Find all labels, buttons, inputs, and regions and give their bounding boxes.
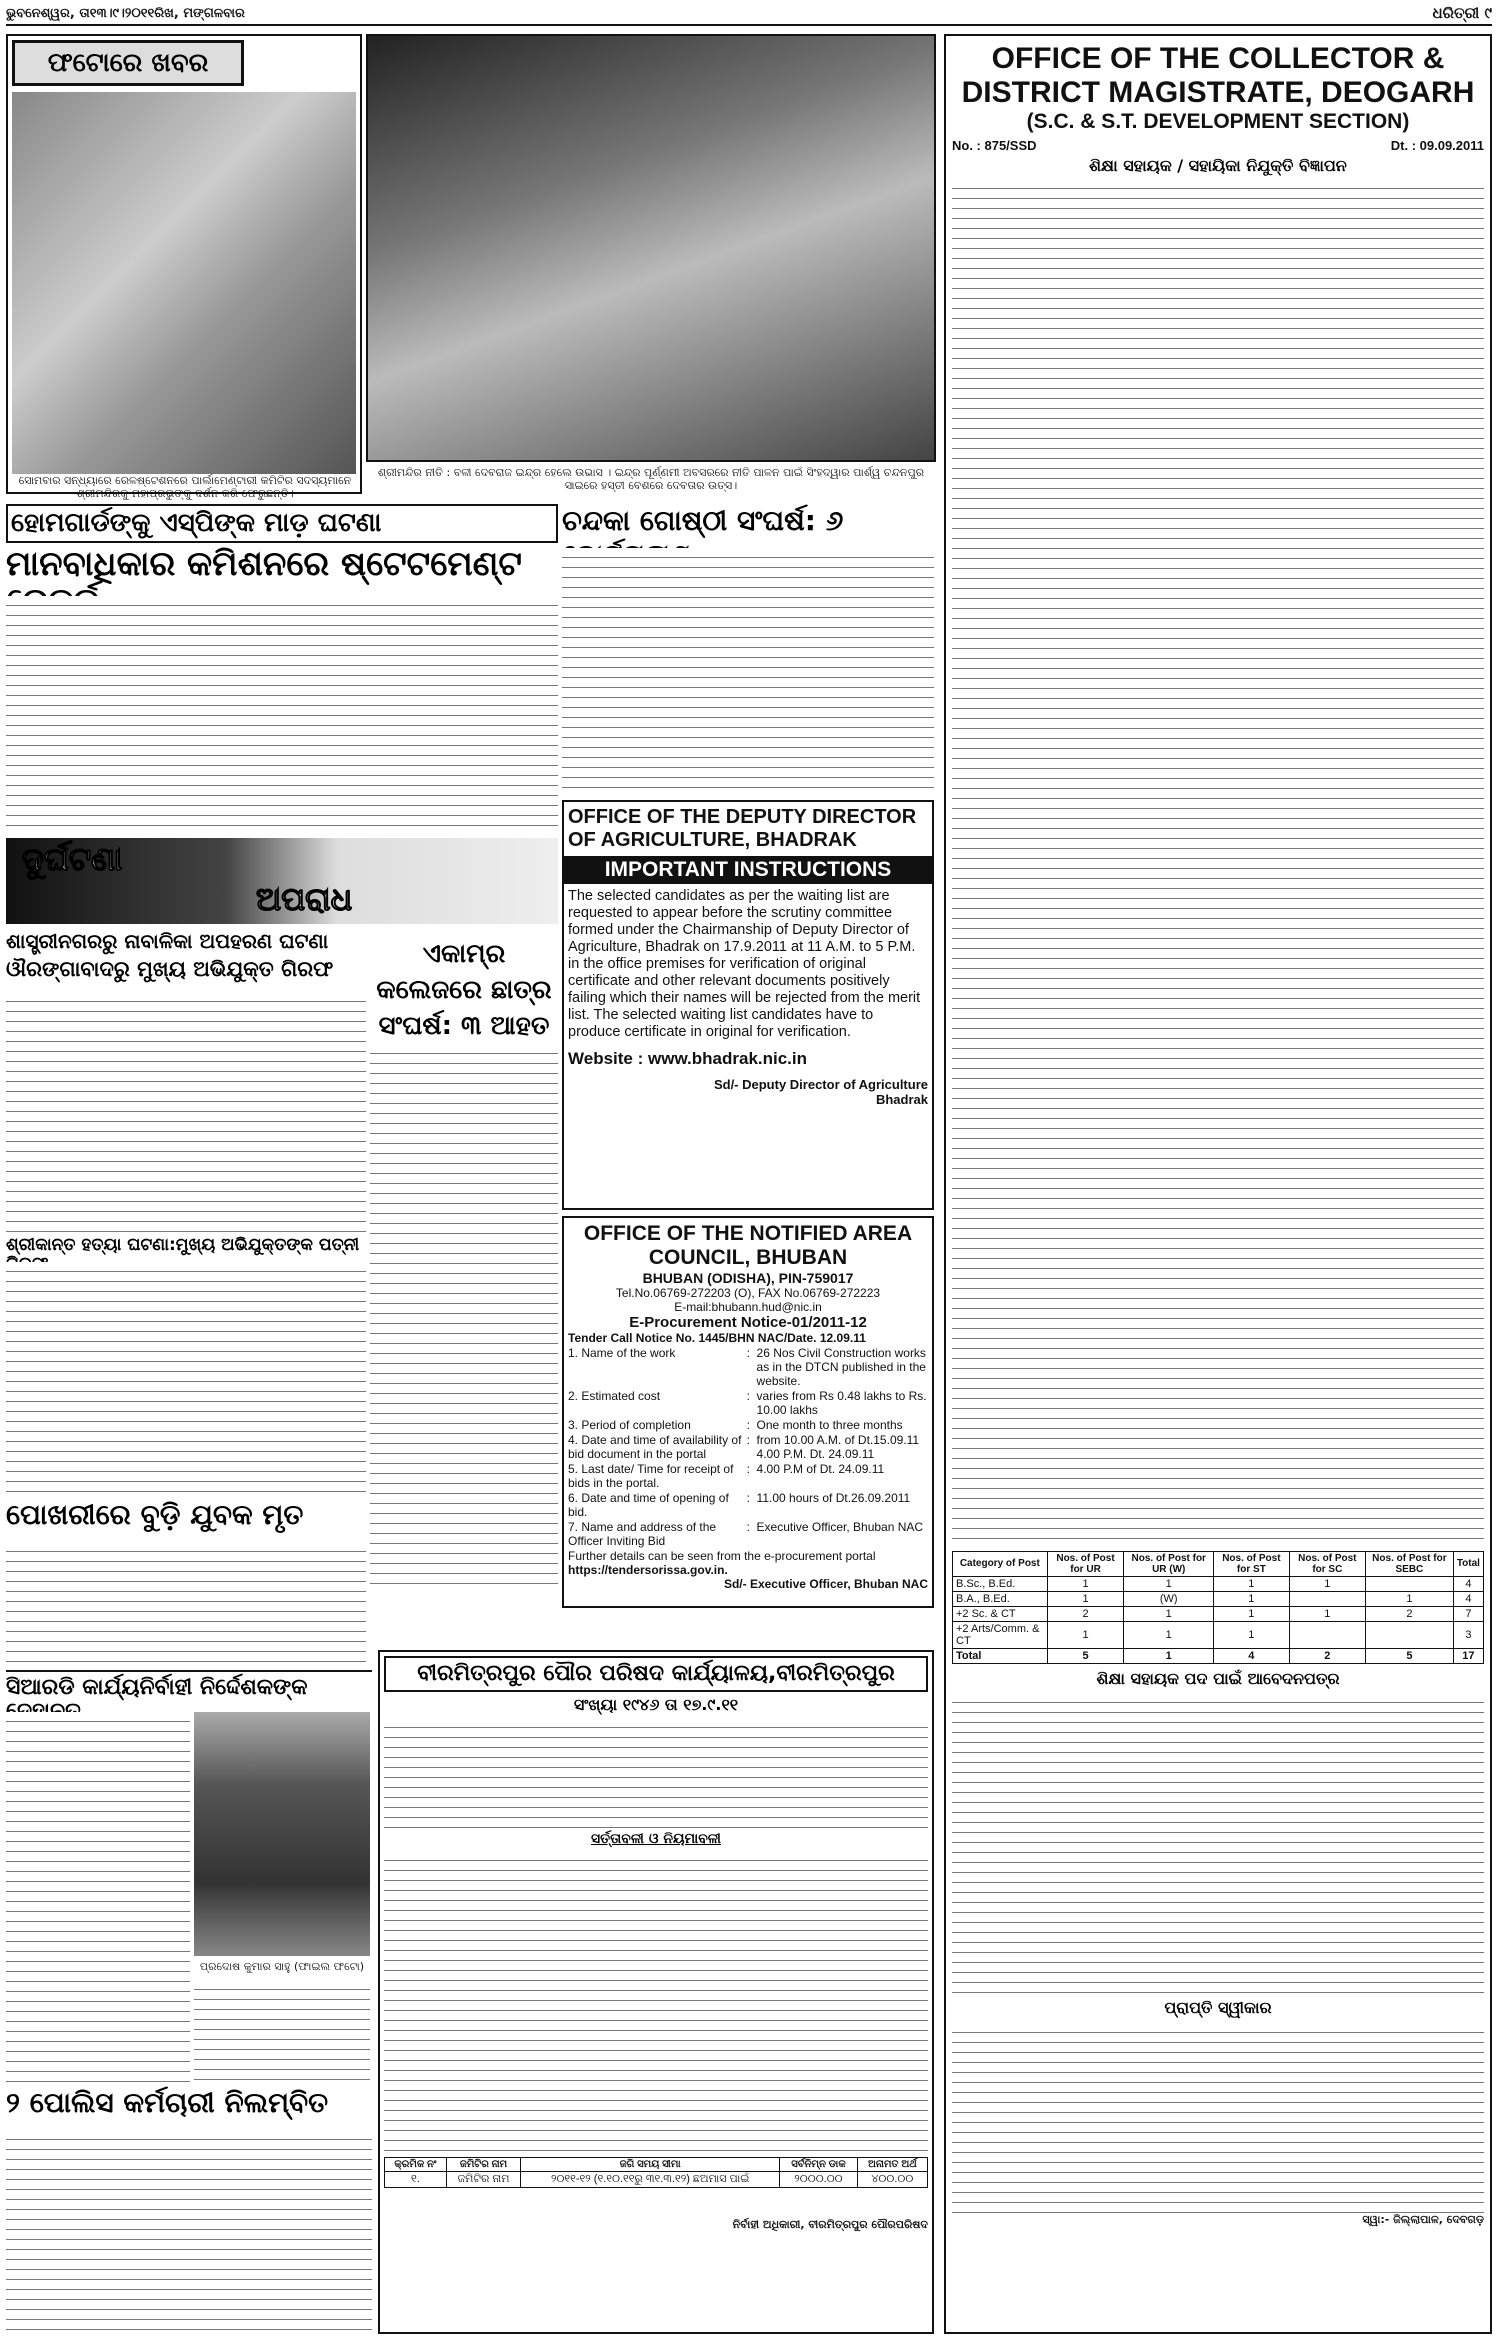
nac-ad-row: 3. Period of completion : One month to three months [568,1418,928,1432]
agri-ad-sign: Sd/- Deputy Director of Agriculture Bhadrak [713,1077,928,1107]
post-table-header: Nos. of Post for SC [1289,1551,1365,1576]
post-table-cell: 5 [1047,1648,1124,1663]
biramitra-table-header: ସର୍ବନିମ୍ନ ଡାକ [780,2158,858,2172]
biramitra-table-header: ଜଗି ସମୟ ସୀମା [521,2158,780,2172]
biramitra-ad-sign: ନିର୍ବାହୀ ଅଧିକାରୀ, ବୀରମିତ୍ରପୁର ପୌରପରିଷଦ [732,2218,928,2232]
post-table-cell: 1 [1289,1606,1365,1621]
collector-receipt-body [952,2023,1484,2213]
post-table-cell: 1 [1214,1591,1290,1606]
page-number: ଧରିତ୍ରୀ ୯ [1432,4,1492,22]
post-table-cell: 7 [1453,1606,1483,1621]
agri-ad-website-label: Website : [568,1049,644,1068]
story1-kicker: ହୋମଗାର୍ଡଙ୍କୁ ଏସ୍‌ପିଙ୍କ ମାଡ଼ ଘଟଣା [6,504,558,543]
nac-ad-title: OFFICE OF THE NOTIFIED AREA COUNCIL, BHUBAN [583,1222,913,1269]
nac-ad-row: 5. Last date/ Time for receipt of bids in the portal. : 4.00 P.M of Dt. 24.09.11 [568,1462,928,1490]
nac-ad [562,1216,934,1608]
post-table-cell: 1 [1214,1621,1290,1648]
nac-ad-sign: Sd/- Executive Officer, Bhuban NAC [723,1577,928,1591]
post-table-cell: 4 [1214,1648,1290,1663]
post-table-cell: 1 [1289,1576,1365,1591]
biramitra-ad [378,1650,934,2334]
news-photo-2 [366,34,936,462]
biramitra-table-cell: ୧. [385,2172,447,2188]
biramitra-ad-intro [384,1718,928,1828]
post-table-header: Total [1453,1551,1483,1576]
post-table-row [953,1591,1484,1606]
post-table-cell: 2 [1366,1606,1454,1621]
post-table-cell: B.Sc., B.Ed. [953,1576,1048,1591]
nac-ad-row: 2. Estimated cost : varies from Rs 0.48 lakhs to Rs. 10.00 lakhs [568,1389,927,1417]
post-table-header: Category of Post [953,1551,1048,1576]
collector-ad-title3: (S.C. & S.T. DEVELOPMENT SECTION) [1026,110,1410,133]
story3-body [6,992,366,1232]
nac-ad-row: 1. Name of the work : 26 Nos Civil Construction works as in the DTCN published in the website. [568,1346,928,1388]
post-table-cell: 1 [1124,1648,1214,1663]
biramitra-table-cell: ୨୦୦୦.୦୦ [780,2172,858,2188]
story5-headline: ଶ୍ରୀକାନ୍ତ ହତ୍ୟା ଘଟଣା:ମୁଖ୍ୟ ଅଭିଯୁକ୍ତଙ୍କ ପତ୍ନୀ [6,1235,360,1255]
post-table-cell: 17 [1453,1648,1483,1663]
photo-news-label: ଫଟୋରେ ଖବର [47,47,209,78]
story6-body [6,1542,366,1662]
collector-ad-title2: DISTRICT MAGISTRATE, DEOGARH [961,76,1475,109]
page-header [6,4,1492,26]
collector-form-title: ଶିକ୍ଷା ସହାୟକ ପଦ ପାଇଁ ଆବେଦନପତ୍ର [1096,1668,1340,1688]
story1-headline: ମାନବାଧିକାର କମିଶନରେ ଷ୍ଟେଟମେଣ୍ଟ [6,544,522,584]
story8-body [6,2130,372,2330]
story7-body [6,1712,190,2082]
post-table-cell: 1 [1124,1576,1214,1591]
collector-post-table [952,1551,1484,1664]
post-table-cell: 1 [1047,1576,1124,1591]
post-table-row [953,1621,1484,1648]
collector-ad-body [952,179,1484,1547]
crime-banner-word1: ଦୁର୍ଘଟଣା [22,840,123,878]
post-table-cell: 1 [1214,1606,1290,1621]
post-table-cell: +2 Arts/Comm. & CT [953,1621,1048,1648]
nac-ad-row-value: from 10.00 A.M. of Dt.15.09.11 4.00 P.M. Dt. 24.09.11 [756,1433,920,1461]
nac-ad-row-key: 7. Name and address of the Officer Inviting Bid [568,1520,717,1548]
agri-ad-body: The selected candidates as per the waiting list are requested to appear before the scrutiny committee formed under the Chairmanship of Deputy Director of Agriculture, Bhadrak on 17.9.2011 at 11 A.M. to 5 P.M. in the office premises for verification of original certificate and other relevant documents positively failing which their names will be rejected from the merit list. The selected waiting list candidates have to produce certificate in original for verification. [568,888,921,1040]
story7-photo [194,1712,370,1956]
nac-ad-portal[interactable]: https://tendersorissa.gov.in. [568,1563,728,1577]
collector-ad-no: No. : 875/SSD [952,138,1037,153]
post-table-cell [1289,1621,1365,1648]
biramitra-ad-terms: ସର୍ତ୍ତାବଳୀ ଓ ନିୟମାବଳୀ [591,1830,721,1847]
biramitra-ad-no: ସଂଖ୍ୟା ୧୯୪୬ ତା ୧୭.୯.୧୧ [573,1695,739,1715]
nac-ad-row-key: 2. Estimated cost [568,1389,661,1403]
nac-ad-row-value: 11.00 hours of Dt.26.09.2011 [756,1491,911,1505]
post-table-cell: 1 [1214,1576,1290,1591]
nac-ad-row: 6. Date and time of opening of bid. : 11.00 hours of Dt.26.09.2011 [568,1491,928,1519]
photo-news-left [6,34,362,494]
nac-ad-tender: Tender Call Notice No. 1445/BHN NAC/Date. 12.09.11 [568,1331,866,1345]
post-table-cell: 1 [1047,1621,1124,1648]
nac-ad-row-key: 6. Date and time of opening of bid. [568,1491,729,1519]
nac-ad-row-value: 4.00 P.M of Dt. 24.09.11 [756,1462,885,1476]
post-table-header: Nos. of Post for ST [1214,1551,1290,1576]
collector-form-body [952,1693,1484,1993]
nac-ad-rows [568,1346,928,1548]
story7-headline: ସିଆରଡି କାର୍ଯ୍ୟନିର୍ବାହୀ ନିର୍ଦ୍ଦେଶକଙ୍କ [6,1670,372,1724]
story4-body [370,1044,558,1592]
post-table-cell: 1 [1124,1621,1214,1648]
agri-ad [562,800,934,1210]
story7-body-2 [194,1980,370,2080]
agri-ad-title: OFFICE OF THE DEPUTY DIRECTOR OF AGRICULTURE, BHADRAK [568,806,917,851]
nac-ad-row-value: varies from Rs 0.48 lakhs to Rs. 10.00 lakhs [756,1389,927,1417]
crime-banner [6,838,558,924]
post-table-row [953,1576,1484,1591]
collector-receipt-title: ପ୍ରାପ୍ତି ସ୍ୱୀକାର [1164,1998,1272,2018]
story6-headline: ପୋଖରୀରେ ବୁଡ଼ି ଯୁବକ ମୃତ [6,1498,304,1531]
nac-ad-address: BHUBAN (ODISHA), PIN-759017 [642,1270,854,1286]
post-table-cell: Total [953,1648,1048,1663]
story2-body [562,548,934,788]
nac-ad-row: 4. Date and time of availability of bid document in the portal : from 10.00 A.M. of Dt.15.09.11 4.00 P.M. Dt. 24.09.11 [568,1433,928,1461]
news-photo-1 [12,92,356,474]
post-table-cell: 2 [1047,1606,1124,1621]
biramitra-table-header: କ୍ରମିକ ନଂ [385,2158,447,2172]
post-table-cell: +2 Sc. & CT [953,1606,1048,1621]
collector-ad [944,34,1492,2334]
nac-ad-row-value: Executive Officer, Bhuban NAC [756,1520,924,1534]
post-table-cell: 1 [1366,1591,1454,1606]
agri-ad-website[interactable]: www.bhadrak.nic.in [648,1049,808,1068]
nac-ad-row-key: 4. Date and time of availability of bid document in the portal [568,1433,742,1461]
collector-ad-sign: ସ୍ୱା:- ଜିଲ୍ଲାପାଳ, ଦେବଗଡ଼ [1362,2212,1484,2226]
biramitra-table-header: ଅନାମତ ଅର୍ଥ [857,2158,927,2172]
story8-headline: ୨ ପୋଲିସ କର୍ମଚାରୀ ନିଲମ୍ବିତ [6,2086,329,2119]
photo-caption-1: ସୋମବାର ସନ୍ଧ୍ୟାରେ ରେଳଷ୍ଟେଶନରେ ପାର୍ଲାମେଣ୍ଟାରୀ କମିଟିର ସଦସ୍ୟମାନେ ଶ୍ରୀମନ୍ଦିରକୁ ମହାପ୍ରଭୁଙ୍କୁ ଦର୍ଶନ କରି ଫେରୁଛନ୍ତି। [18,474,352,500]
story3-kicker: ଶାସ୍ତ୍ରୀନଗରରୁ ନାବାଳିକା ଅପହରଣ ଘଟଣା [6,929,329,953]
post-table-header: Nos. of Post for SEBC [1366,1551,1454,1576]
post-table-cell: 4 [1453,1576,1483,1591]
post-table-cell: B.A., B.Ed. [953,1591,1048,1606]
post-table-cell: (W) [1124,1591,1214,1606]
photo-news-label-box [12,40,244,86]
collector-ad-subject: ଶିକ୍ଷା ସହାୟକ / ସହାୟିକା ନିଯୁକ୍ତି ବିଜ୍ଞାପନ [1089,156,1347,175]
biramitra-table-header: ଜମିଟିର ନାମ [446,2158,520,2172]
post-table-cell [1366,1621,1454,1648]
story4-headline: ଏକାମ୍ର କଲେଜରେ ଛାତ୍ର ସଂଘର୍ଷ: ୩ ଆହତ [376,939,552,1041]
story1-body [6,596,558,828]
post-table-cell: 4 [1453,1591,1483,1606]
post-table-cell: 1 [1124,1606,1214,1621]
collector-ad-date: Dt. : 09.09.2011 [1390,138,1484,153]
biramitra-table-cell: ୪୦୦.୦୦ [857,2172,927,2188]
page-date: ଭୁବନେଶ୍ୱର, ତା୧୩।୯।୨୦୧୧ରିଖ, ମଙ୍ଗଳବାର [6,6,245,21]
biramitra-ad-terms-body [384,1851,928,2151]
biramitra-ad-title: ବୀରମିତ୍ରପୁର ପୌର ପରିଷଦ କାର୍ଯ୍ୟାଳୟ,ବୀରମିତ୍ରପୁର [384,1656,928,1692]
story3-headline: ଔରଙ୍ଗାବାଦରୁ ମୁଖ୍ୟ ଅଭିଯୁକ୍ତ ଗିରଫ [6,957,334,981]
nac-ad-email: E-mail:bhubann.hud@nic.in [674,1300,822,1314]
nac-ad-row-key: 1. Name of the work [568,1346,676,1360]
nac-ad-row-value: One month to three months [756,1418,903,1432]
post-table-cell: 2 [1289,1648,1365,1663]
crime-banner-word2: ଅପରାଧ [256,880,353,918]
post-table-cell: 5 [1366,1648,1454,1663]
post-table-row [953,1606,1484,1621]
nac-ad-row: 7. Name and address of the Officer Inviting Bid : Executive Officer, Bhuban NAC [568,1520,928,1548]
post-table-row [953,1648,1484,1663]
post-table-header: Nos. of Post for UR [1047,1551,1124,1576]
collector-ad-title1: OFFICE OF THE COLLECTOR & [991,42,1445,75]
post-table-cell: 3 [1453,1621,1483,1648]
story5-body [6,1262,366,1492]
post-table-header: Nos. of Post for UR (W) [1124,1551,1214,1576]
nac-ad-row-key: 3. Period of completion [568,1418,691,1432]
photo-caption-2: ଶ୍ରୀମନ୍ଦିର ନୀତି : ବଳୀ ଦେବରାଜ ଇନ୍ଦ୍ର ହେଲେ ଉଭାସ । ଇନ୍ଦ୍ର ପୂର୍ଣ୍ଣମୀ ଅବସରରେ ନୀତି ପାଳନ ପାଇଁ ସିଂହଦ୍ୱାର ପାର୍ଶ୍ୱ ଚନ୍ଦନପୁର ସାଇରେ ହସ୍ତୀ ବେଶରେ ଦେବତାର ଉତ୍ସ। [377,466,925,492]
nac-ad-tel: Tel.No.06769-272203 (O), FAX No.06769-272223 [615,1286,881,1300]
post-table-cell [1289,1591,1365,1606]
post-table-cell [1366,1576,1454,1591]
nac-ad-notice: E-Procurement Notice-01/2011-12 [629,1314,867,1331]
post-table-cell: 1 [1047,1591,1124,1606]
story2-headline: ଚନ୍ଦକା ଗୋଷ୍ଠୀ ସଂଘର୍ଷ: ୬ [562,504,844,537]
agri-ad-band: IMPORTANT INSTRUCTIONS [564,856,932,884]
nac-ad-row-value: 26 Nos Civil Construction works as in the DTCN published in the website. [756,1346,926,1388]
biramitra-ad-table [384,2157,928,2188]
biramitra-table-cell: ୨୦୧୧-୧୨ (୧.୧୦.୧୧ରୁ ୩୧.୩.୧୨) ଛଅମାସ ପାଇଁ [521,2172,780,2188]
nac-ad-footer: Further details can be seen from the e-procurement portal [568,1549,876,1563]
nac-ad-row-key: 5. Last date/ Time for receipt of bids in the portal. [568,1462,734,1490]
biramitra-table-cell: ଜମିଟିର ନାମ [446,2172,520,2188]
story7-caption: ପ୍ରଦୋଷ କୁମାର ସାହୁ (ଫାଇଲ ଫଟୋ) [199,1960,365,1973]
